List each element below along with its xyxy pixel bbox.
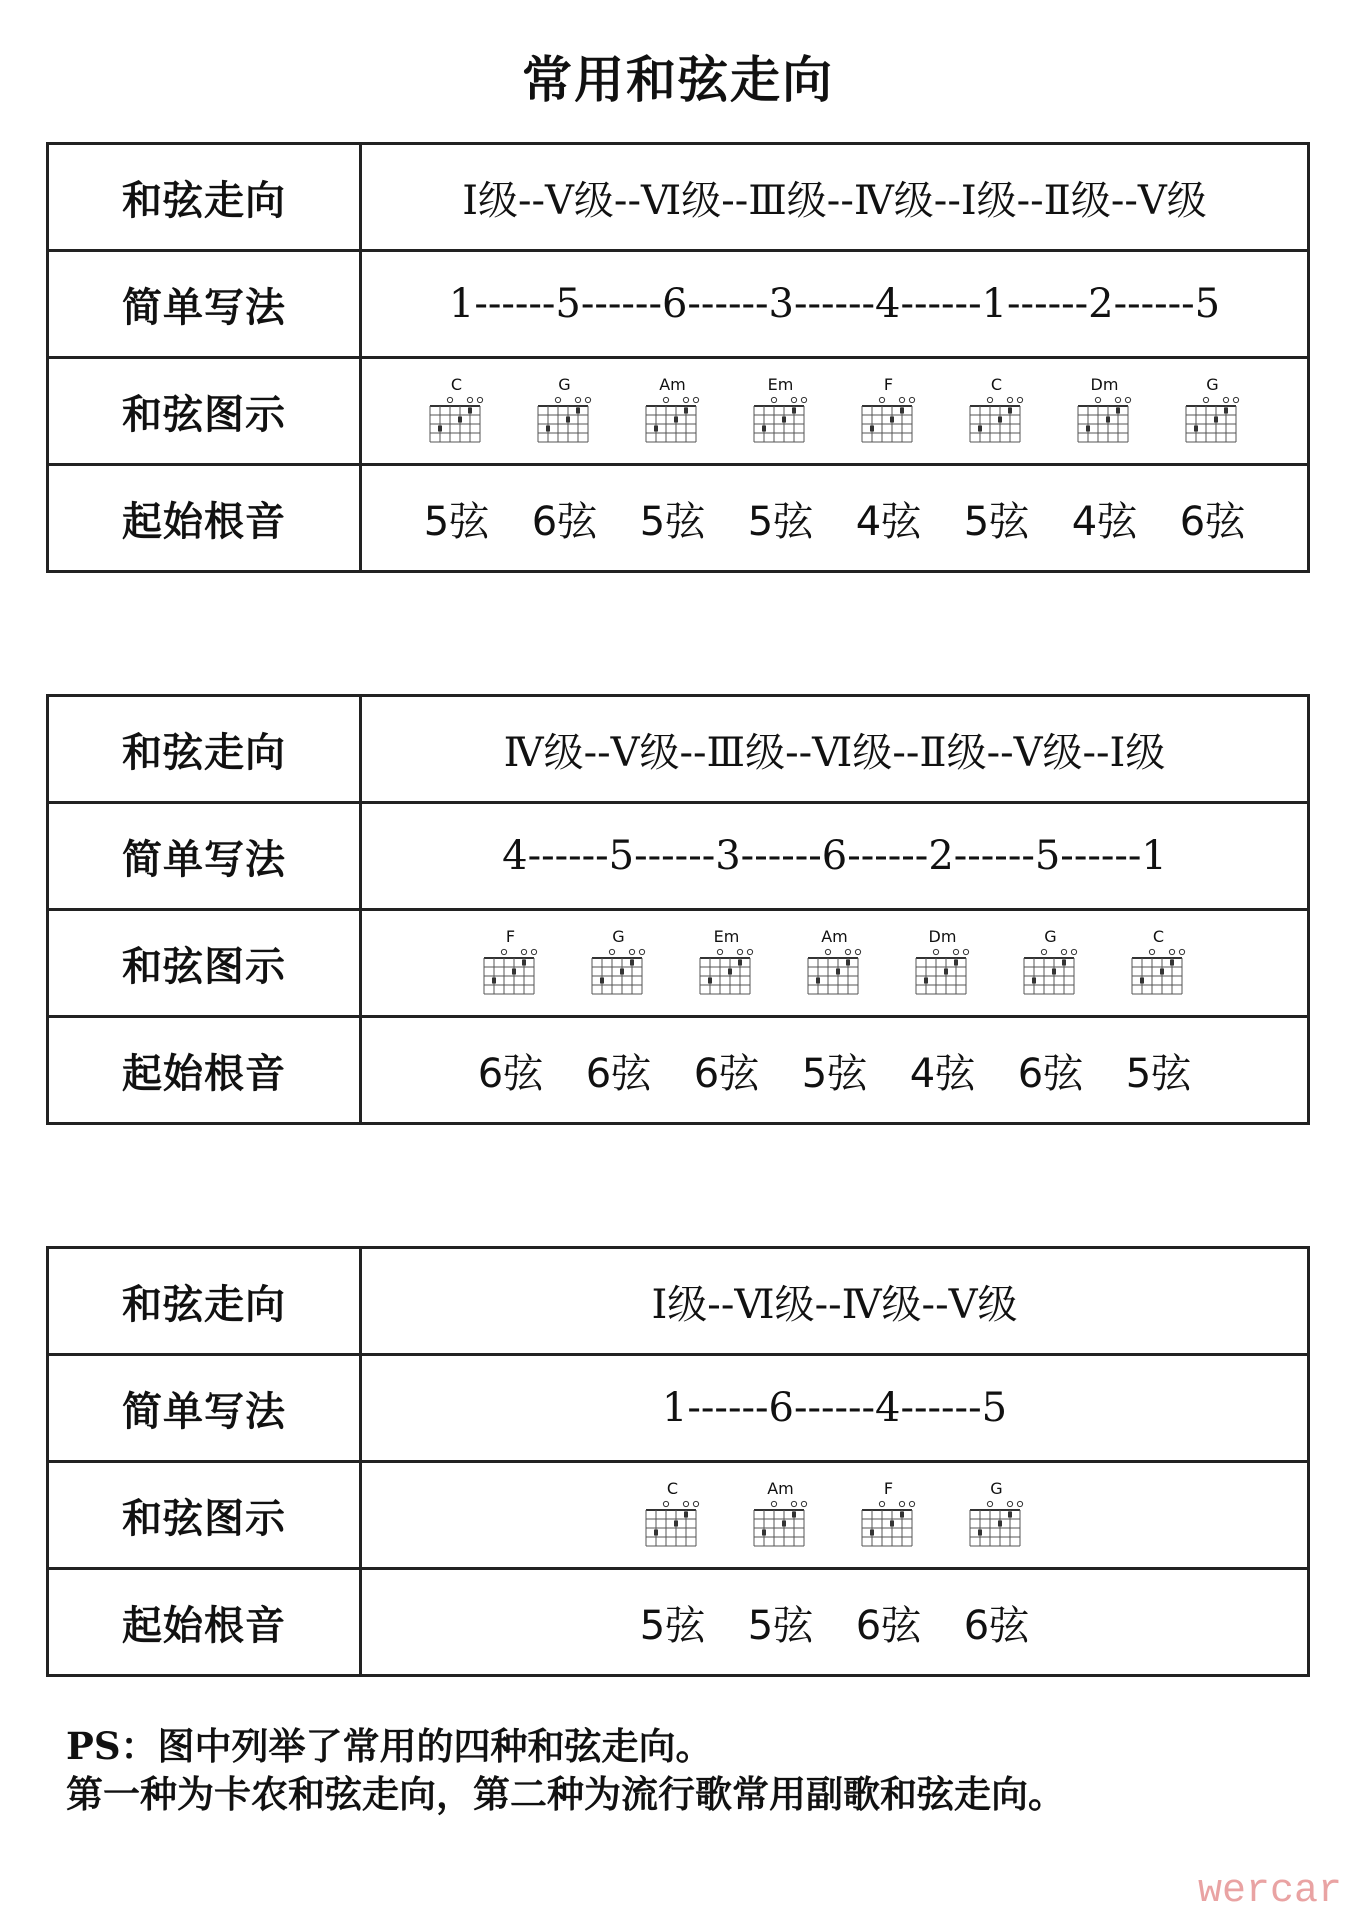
row-label-diagram: 和弦图示 [48,910,361,1017]
chord-progression: Ⅰ级--Ⅵ级--Ⅳ级--Ⅴ级 [361,1248,1309,1355]
chord-name: Em [767,375,794,394]
row-label-simple: 简单写法 [48,1355,361,1462]
chord-diagram [781,928,889,998]
row-label-direction: 和弦走向 [48,1248,361,1355]
root-string: 5弦 [747,1602,814,1649]
row-label-direction: 和弦走向 [48,696,361,803]
chord-diagram [835,1480,943,1550]
root-string: 6弦 [693,1050,760,1097]
chord-name: Dm [928,927,957,946]
ps-line-1: PS：图中列举了常用的四种和弦走向。 [66,1724,713,1768]
row-label-root: 起始根音 [48,1017,361,1124]
page-title: 常用和弦走向 [522,51,834,109]
chord-diagrams [361,910,1309,1017]
root-string-list [362,490,1307,547]
root-string: 6弦 [585,1050,652,1097]
chord-grid-icon [964,1498,1030,1550]
chord-progression: Ⅳ级--Ⅴ级--Ⅲ级--Ⅵ级--Ⅱ级--Ⅴ级--Ⅰ级 [361,696,1309,803]
chord-diagram [943,376,1051,446]
chord-diagram [997,928,1105,998]
chord-grid-icon [1180,394,1246,446]
root-string: 5弦 [639,498,706,545]
root-string-list [362,1594,1307,1651]
chord-name: Dm [1090,375,1119,394]
progression-table-2 [46,694,1310,1125]
ps-note [66,1722,1306,1818]
chord-name: Am [767,1479,794,1498]
root-strings [361,465,1309,572]
root-string: 6弦 [477,1050,544,1097]
chord-name: Em [713,927,740,946]
chord-grid-icon [424,394,490,446]
root-string: 6弦 [1017,1050,1084,1097]
root-string: 6弦 [855,1602,922,1649]
row-label-diagram: 和弦图示 [48,358,361,465]
chord-grid-icon [694,946,760,998]
chord-diagram [835,376,943,446]
root-string: 5弦 [963,498,1030,545]
root-string: 5弦 [801,1050,868,1097]
chord-grid-icon [640,394,706,446]
root-string: 6弦 [963,1602,1030,1649]
chord-diagram [565,928,673,998]
chord-name: C [990,375,1003,394]
simple-notation: 1------6------4------5 [361,1355,1309,1462]
chord-grid-icon [1126,946,1192,998]
progression-table-1 [46,142,1310,573]
root-strings [361,1017,1309,1124]
chord-diagram [619,1480,727,1550]
chord-diagram-list [362,928,1307,998]
chord-diagram [889,928,997,998]
chord-diagram [403,376,511,446]
root-strings [361,1569,1309,1676]
row-label-root: 起始根音 [48,1569,361,1676]
chord-name: G [612,927,625,946]
chord-progression: Ⅰ级--Ⅴ级--Ⅵ级--Ⅲ级--Ⅳ级--Ⅰ级--Ⅱ级--Ⅴ级 [361,144,1309,251]
chord-grid-icon [910,946,976,998]
root-string: 4弦 [1071,498,1138,545]
chord-name: G [1044,927,1057,946]
chord-grid-icon [1018,946,1084,998]
chord-name: F [505,927,516,946]
chord-name: G [1206,375,1219,394]
chord-diagram [619,376,727,446]
chord-diagram [511,376,619,446]
row-label-direction: 和弦走向 [48,144,361,251]
chord-name: F [883,1479,894,1498]
chord-grid-icon [748,394,814,446]
chord-diagrams [361,1462,1309,1569]
root-string: 6弦 [531,498,598,545]
progression-table-3 [46,1246,1310,1677]
root-string: 5弦 [1125,1050,1192,1097]
chord-name: C [1152,927,1165,946]
root-string: 6弦 [1179,498,1246,545]
chord-name: Am [821,927,848,946]
chord-diagrams [361,358,1309,465]
chord-diagram-list [362,376,1307,446]
root-string: 5弦 [747,498,814,545]
chord-grid-icon [802,946,868,998]
chord-name: G [558,375,571,394]
chord-diagram [727,1480,835,1550]
simple-notation: 1------5------6------3------4------1------2------5 [361,251,1309,358]
chord-name: C [666,1479,679,1498]
chord-diagram [457,928,565,998]
root-string: 4弦 [909,1050,976,1097]
root-string: 4弦 [855,498,922,545]
chord-name: Am [659,375,686,394]
chord-grid-icon [586,946,652,998]
row-label-diagram: 和弦图示 [48,1462,361,1569]
row-label-root: 起始根音 [48,465,361,572]
chord-grid-icon [748,1498,814,1550]
chord-grid-icon [856,394,922,446]
chord-diagram [727,376,835,446]
chord-grid-icon [532,394,598,446]
chord-grid-icon [964,394,1030,446]
chord-name: F [883,375,894,394]
chord-grid-icon [856,1498,922,1550]
chord-grid-icon [1072,394,1138,446]
root-string: 5弦 [423,498,490,545]
chord-name: G [990,1479,1003,1498]
row-label-simple: 简单写法 [48,803,361,910]
simple-notation: 4------5------3------6------2------5------1 [361,803,1309,910]
chord-diagram [673,928,781,998]
chord-diagram [1159,376,1267,446]
chord-grid-icon [478,946,544,998]
chord-diagram-list [362,1480,1307,1550]
chord-grid-icon [640,1498,706,1550]
root-string: 5弦 [639,1602,706,1649]
chord-diagram [1051,376,1159,446]
chord-name: C [450,375,463,394]
watermark: wercar [1197,1869,1342,1914]
root-string-list [362,1042,1307,1099]
ps-line-2: 第一种为卡农和弦走向，第二种为流行歌常用副歌和弦走向。 [66,1772,1065,1816]
row-label-simple: 简单写法 [48,251,361,358]
chord-diagram [943,1480,1051,1550]
chord-diagram [1105,928,1213,998]
